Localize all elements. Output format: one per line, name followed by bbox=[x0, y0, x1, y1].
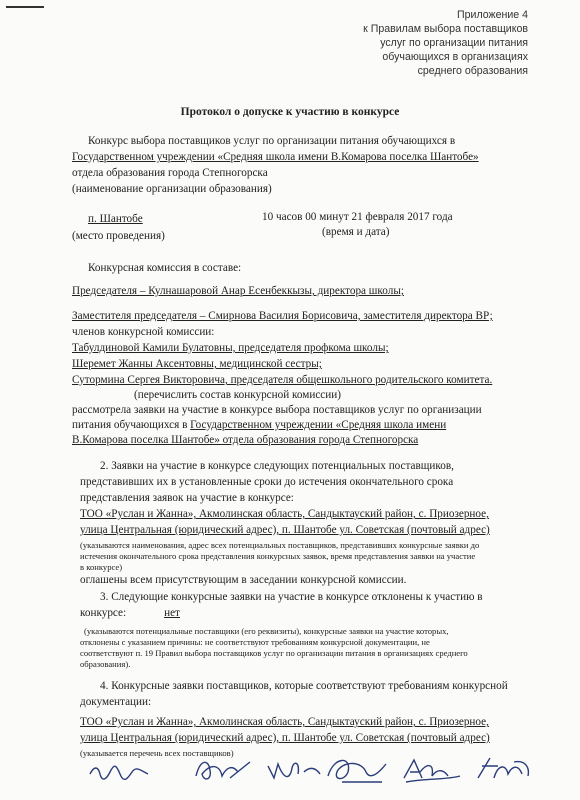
section2-line-2: представивших их в установленные сроки до истечения окончательного срока bbox=[80, 476, 454, 488]
signature-5 bbox=[398, 752, 468, 786]
appendix-block bbox=[308, 8, 528, 78]
intro-line-1: Конкурс выбора поставщиков услуг по организации питания обучающихся в bbox=[88, 135, 456, 147]
section4-supplier-2: улица Центральная (юридический адрес), п. Шантобе ул. Советская (почтовый адрес) bbox=[80, 732, 490, 744]
place-value: п. Шантобе bbox=[88, 213, 143, 225]
section4-line-1: 4. Конкурсные заявки поставщиков, которые соответствуют требованиям конкурсной bbox=[100, 680, 508, 692]
section2-line-1: 2. Заявки на участие в конкурсе следующих потенциальных поставщиков, bbox=[100, 460, 454, 472]
section2-note-1: (указываются наименования, адрес всех потенциальных поставщиков, представивших конкурсные заявки до bbox=[80, 540, 480, 550]
signatures-row bbox=[60, 752, 520, 790]
appendix-line: Приложение 4 bbox=[457, 9, 528, 21]
commission-chair: Председателя – Кулнашаровой Анар Есенбеккызы, директора школы; bbox=[72, 285, 404, 297]
section4-note: (указывается перечень всех поставщиков) bbox=[80, 748, 234, 758]
section3-note-4: образования). bbox=[80, 659, 131, 669]
appendix-line: среднего образования bbox=[417, 65, 528, 77]
section4-supplier-1: ТОО «Руслан и Жанна», Акмолинская область, Сандыктауский район, с. Приозерное, bbox=[80, 716, 489, 728]
section4-line-2: документации: bbox=[80, 696, 152, 708]
signature-1 bbox=[86, 752, 156, 786]
commission-members-label: членов конкурсной комиссии: bbox=[72, 326, 215, 338]
section3-line-2 bbox=[80, 607, 534, 619]
section3-line-1: 3. Следующие конкурсные заявки на участие в конкурсе отклонены к участию в bbox=[100, 591, 483, 603]
document-title: Протокол о допуске к участию в конкурсе bbox=[180, 106, 400, 118]
place-label: (место проведения) bbox=[72, 230, 165, 242]
commission-heading: Конкурсная комиссия в составе: bbox=[88, 262, 242, 274]
section2-supplier-1: ТОО «Руслан и Жанна», Акмолинская область, Сандыктауский район, с. Приозерное, bbox=[80, 508, 489, 520]
top-rule bbox=[6, 6, 44, 8]
review-line-2 bbox=[72, 419, 446, 431]
signature-3 bbox=[260, 752, 330, 786]
appendix-line: обучающихся в организациях bbox=[382, 51, 528, 63]
intro-organization: Государственном учреждении «Средняя школа имени В.Комарова поселка Шантобе» bbox=[72, 151, 479, 163]
commission-deputy: Заместителя председателя – Смирнова Василия Борисовича, заместителя директора ВР; bbox=[72, 310, 493, 322]
intro-hint: (наименование организации образования) bbox=[72, 183, 272, 195]
section3-note-1: (указываются потенциальные поставщики (его реквизиты), конкурсные заявки на участие которых, bbox=[84, 626, 449, 636]
review-line-3: В.Комарова поселка Шантобе» отдела образования города Степногорска bbox=[72, 434, 419, 446]
review-line-2-text: питания обучающихся в bbox=[72, 419, 191, 431]
signature-4 bbox=[322, 752, 392, 786]
section2-note-2: истечения окончательного срока представления конкурсных заявок, время представления заявки на участие bbox=[80, 551, 476, 561]
section3-note-3: соответствуют п. 19 Правил выбора поставщиков услуг по организации питания в организациях среднего bbox=[80, 648, 468, 658]
datetime-value: 10 часов 00 минут 21 февраля 2017 года bbox=[262, 211, 453, 223]
section2-supplier-2: улица Центральная (юридический адрес), п. Шантобе ул. Советская (почтовый адрес) bbox=[80, 524, 490, 536]
section3-note-2: отклонены с указанием причины: не соответствуют требованиям конкурсной документации, не bbox=[80, 637, 430, 647]
signature-6 bbox=[470, 752, 540, 786]
signature-2 bbox=[190, 752, 260, 786]
appendix-line: к Правилам выбора поставщиков bbox=[363, 23, 528, 35]
commission-hint: (перечислить состав конкурсной комиссии) bbox=[134, 389, 341, 401]
review-line-2-org: Государственном учреждении «Средняя школа имени bbox=[190, 419, 447, 431]
section3-rejected-value: нет bbox=[164, 607, 180, 619]
datetime-label: (время и дата) bbox=[322, 226, 390, 238]
section2-announced: оглашены всем присутствующим в заседании конкурсной комиссии. bbox=[80, 574, 407, 586]
section3-label: конкурсе: bbox=[80, 607, 127, 619]
review-line-1: рассмотрела заявки на участие в конкурсе выбора поставщиков услуг по организации bbox=[72, 404, 482, 416]
commission-member-3: Сутормина Сергея Викторовича, председателя общешкольного родительского комитета. bbox=[72, 374, 493, 386]
section2-line-3: представления заявок на участие в конкурсе: bbox=[80, 492, 294, 504]
commission-member-2: Шеремет Жанны Аксентовны, медицинской сестры; bbox=[72, 358, 322, 370]
commission-member-1: Табулдиновой Камили Булатовны, председателя профкома школы; bbox=[72, 342, 389, 354]
section2-note-3: в конкурсе) bbox=[80, 562, 123, 572]
appendix-line: услуг по организации питания bbox=[380, 37, 528, 49]
intro-line-3: отдела образования города Степногорска bbox=[72, 167, 268, 179]
